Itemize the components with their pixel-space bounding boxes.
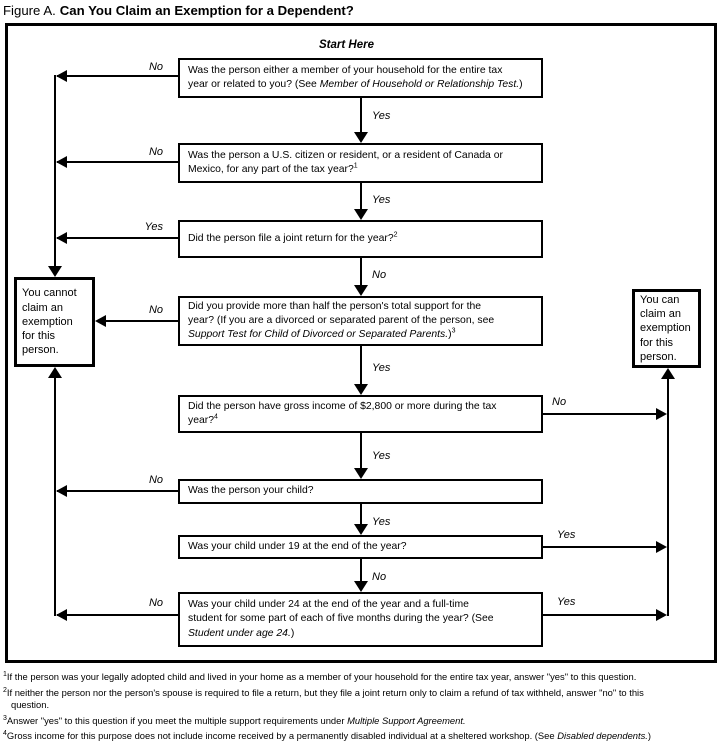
connector-q5-no-line (543, 413, 659, 415)
connector-q6-no-line (57, 490, 178, 492)
edge-label-q5-yes: Yes (372, 450, 391, 462)
footnote-2: $^2$If neither the person nor the person's spouse is required to file a return, but they file a joint return only to claim a refund of tax withheld, answer "no" to this question. (3, 686, 644, 710)
can-claim-bottom-arrowhead (661, 368, 675, 379)
question-text: Did you provide more than half the person's total support for the year? (If you are a divorced or separated parent of the person, see Support Test for Child of Divorced or Separated Parents.)$^3$ (188, 300, 495, 341)
connector-q1-yes-line (360, 98, 362, 134)
question-box-citizen-resident (178, 143, 543, 183)
q3-yes-left-arrowhead (56, 232, 67, 244)
connector-q5-yes-line (360, 433, 362, 470)
edge-label-q6-yes: Yes (372, 516, 391, 528)
connector-q2-yes-line (360, 183, 362, 211)
connector-q7-yes-line (543, 546, 659, 548)
q5-no-right-arrowhead (656, 408, 667, 420)
outcome-box-cannot-claim (14, 277, 95, 367)
q2-no-left-arrowhead (56, 156, 67, 168)
connector-q6-yes-line (360, 504, 362, 526)
connector-q1-no-line (57, 75, 178, 77)
edge-label-q6-no: No (148, 474, 163, 486)
question-box-support (178, 296, 543, 346)
q4-yes-down-arrowhead (354, 384, 368, 395)
q6-yes-down-arrowhead (354, 524, 368, 535)
edge-label-q7-yes: Yes (557, 529, 576, 541)
question-text: Was the person either a member of your household for the entire tax year or related to you? (See Member of Household or Relationship Test.) (188, 64, 523, 90)
edge-label-q2-yes: Yes (372, 194, 391, 206)
question-box-under-24-student (178, 592, 543, 647)
connector-q8-yes-line (543, 614, 659, 616)
footnote-4: $^4$Gross income for this purpose does not include income received by a permanently disabled individual at a sheltered workshop. (See Disabled dependents.) (3, 729, 652, 741)
question-box-member-household (178, 58, 543, 98)
connector-q2-no-line (57, 161, 178, 163)
q4-no-left-arrowhead (95, 315, 106, 327)
figure-title (3, 3, 354, 18)
q8-no-left-arrowhead (56, 609, 67, 621)
q1-no-left-arrowhead (56, 70, 67, 82)
edge-label-q4-yes: Yes (372, 362, 391, 374)
question-text: Was your child under 24 at the end of the year and a full-time student for some part of each of five months during the year? (See Student under age 24.) (188, 599, 494, 639)
question-text: Did the person have gross income of $2,800 or more during the tax year?$^4$ (188, 400, 497, 426)
q6-no-left-arrowhead (56, 485, 67, 497)
connector-q3-no-line (360, 258, 362, 287)
connector-q8-no-line (57, 614, 178, 616)
edge-label-q7-no: No (372, 571, 387, 583)
q5-yes-down-arrowhead (354, 468, 368, 479)
cannot-claim-top-arrowhead (48, 266, 62, 277)
connector-q4-yes-line (360, 346, 362, 386)
outcome-text: You can claim an exemption for this person. (640, 293, 691, 363)
question-box-under-19 (178, 535, 543, 559)
edge-label-q4-no: No (148, 304, 163, 316)
left-rail-bottom-line (54, 378, 56, 616)
question-box-gross-income (178, 395, 543, 433)
question-box-your-child (178, 479, 543, 504)
edge-label-q2-no: No (148, 146, 163, 158)
figure-label: Figure A. (3, 3, 56, 18)
q1-yes-down-arrowhead (354, 132, 368, 143)
q8-yes-right-arrowhead (656, 609, 667, 621)
edge-label-q1-yes: Yes (372, 110, 391, 122)
question-text: Was the person your child? (188, 485, 314, 497)
question-text: Did the person file a joint return for the year?$^2$ (188, 231, 398, 244)
outcome-text: You cannot claim an exemption for this person. (22, 287, 77, 357)
question-box-joint-return (178, 220, 543, 258)
edge-label-q5-no: No (552, 396, 567, 408)
q3-no-down-arrowhead (354, 285, 368, 296)
edge-label-q3-no: No (372, 269, 387, 281)
figure-heading: Can You Claim an Exemption for a Dependent? (59, 3, 354, 18)
right-rail-line (667, 379, 669, 616)
cannot-claim-bottom-arrowhead (48, 367, 62, 378)
footnote-1: $^1$If the person was your legally adopted child and lived in your home as a member of your household for the entire tax year, answer "yes" to this question. (3, 670, 637, 682)
start-here-label: Start Here (319, 39, 374, 51)
q2-yes-down-arrowhead (354, 209, 368, 220)
edge-label-q3-yes: Yes (144, 221, 163, 233)
question-text: Was the person a U.S. citizen or resident, or a resident of Canada or Mexico, for any part of the tax year?$^1$ (188, 149, 503, 175)
edge-label-q1-no: No (148, 61, 163, 73)
connector-q7-no-line (360, 559, 362, 583)
question-text: Was your child under 19 at the end of the year? (188, 540, 407, 552)
q7-no-down-arrowhead (354, 581, 368, 592)
edge-label-q8-yes: Yes (557, 596, 576, 608)
connector-q3-yes-line (57, 237, 178, 239)
q7-yes-right-arrowhead (656, 541, 667, 553)
footnotes (3, 671, 717, 746)
left-rail-top-line (54, 75, 56, 266)
outcome-box-can-claim (632, 289, 701, 368)
footnote-3: $^3$Answer "yes" to this question if you meet the multiple support requirements under Multiple Support Agreement. (3, 714, 466, 726)
edge-label-q8-no: No (148, 597, 163, 609)
connector-q4-no-line (97, 320, 178, 322)
